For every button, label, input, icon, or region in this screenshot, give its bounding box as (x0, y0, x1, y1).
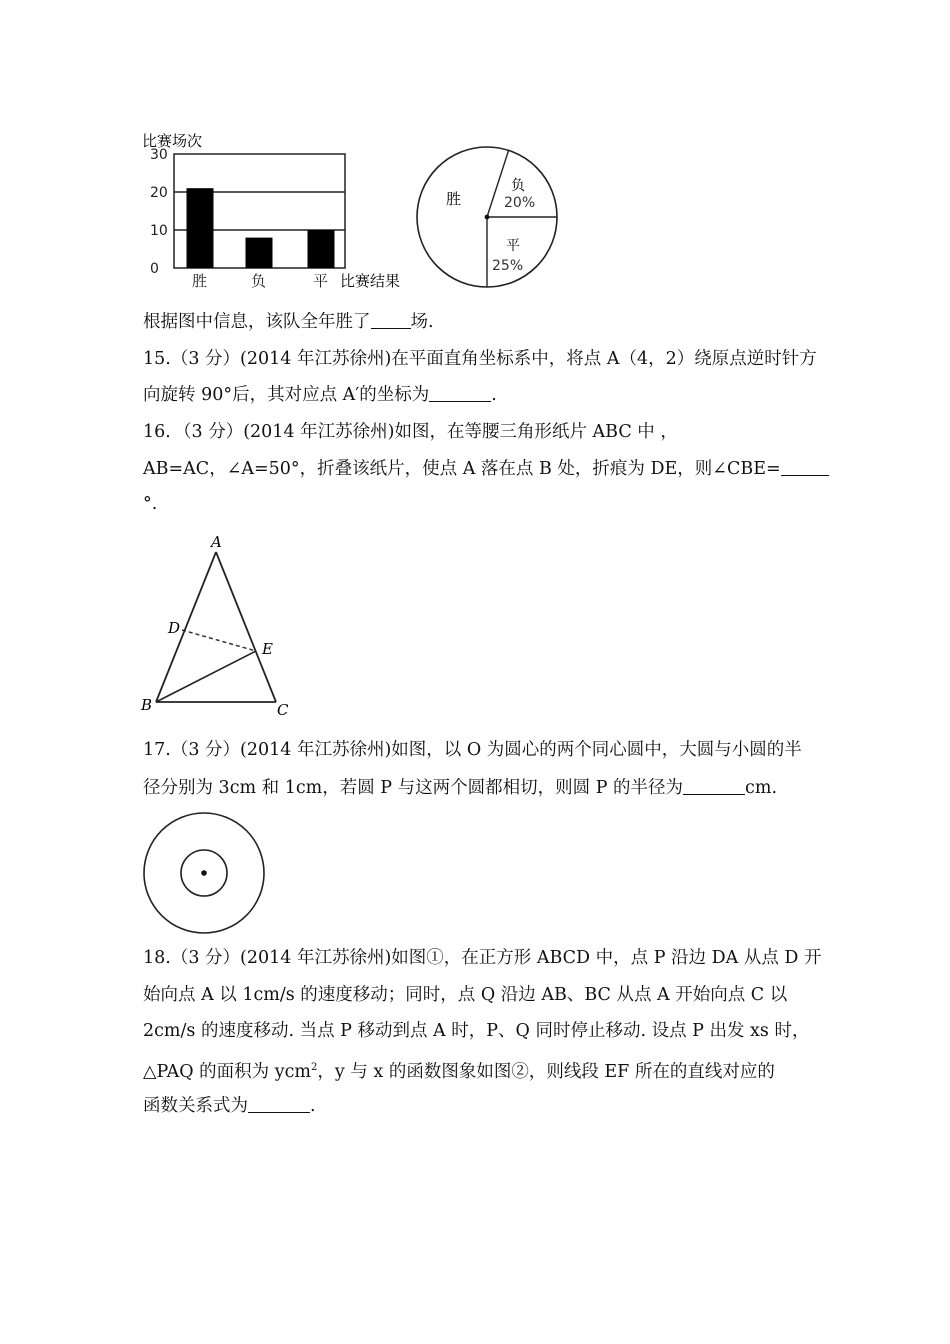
q14-tail: 根据图中信息，该队全年胜了 场. (143, 312, 434, 332)
q17-line2: 径分别为 3cm 和 1cm，若圆 P 与这两个圆都相切，则圆 P 的半径为 cm. (143, 778, 778, 798)
bar-chart (140, 128, 420, 298)
center-point (201, 870, 207, 876)
x-tick-labels (192, 272, 328, 290)
concentric-circles-figure (140, 810, 268, 938)
y-tick-label: 10 (150, 223, 168, 239)
pie-loss-label: 负 (511, 178, 525, 194)
pie-win-label: 胜 (446, 190, 462, 208)
triangle-figure (138, 532, 298, 722)
x-axis-title: 比赛结果 (340, 272, 401, 290)
q18-line3: 2cm/s 的速度移动. 当点 P 移动到点 A 时，P、Q 同时停止移动. 设点 P 出发 xs 时， (143, 1021, 810, 1041)
pie-loss-pct: 20% (504, 195, 536, 211)
x-tick-label: 平 (313, 272, 329, 290)
answer-blank (371, 312, 411, 329)
label-b: B (141, 696, 153, 714)
x-tick-label: 胜 (192, 272, 208, 290)
pie-chart (412, 142, 562, 292)
q18-line5: 函数关系式为 . (143, 1096, 316, 1116)
answer-blank (248, 1096, 310, 1113)
side-ac (216, 552, 276, 702)
q16-line2: AB=AC，∠A=50°，折叠该纸片，使点 A 落在点 B 处，折痕为 DE，则∠CBE= (143, 457, 829, 481)
q18-line2: 始向点 A 以 1cm/s 的速度移动；同时，点 Q 沿边 AB、BC 从点 A 开始向点 C 以 (143, 985, 788, 1005)
y-axis-title: 比赛场次 (142, 132, 203, 150)
q18-line4: △PAQ 的面积为 ycm$^2$，y 与 x 的函数图象如图②，则线段 EF 所在的直线对应的 (143, 1061, 775, 1082)
q15-line2: 向旋转 90°后，其对应点 A′的坐标为 . (143, 385, 497, 405)
answer-blank (683, 778, 745, 795)
x-tick-label: 负 (251, 272, 267, 290)
segment-be (156, 651, 256, 702)
y-tick-labels (150, 147, 168, 277)
answer-blank (429, 385, 491, 402)
y-tick-label: 0 (150, 261, 159, 277)
q16-line1: 16．（3 分）(2014 年江苏徐州)如图，在等腰三角形纸片 ABC 中 ， (143, 422, 678, 442)
y-tick-label: 30 (150, 147, 168, 163)
bar (308, 230, 335, 268)
fold-line-de (182, 630, 256, 651)
label-d: D (168, 619, 181, 637)
answer-blank (781, 459, 829, 476)
label-e: E (262, 640, 273, 658)
pie-center-dot (485, 215, 490, 220)
q16-line3: °. (143, 494, 158, 514)
bar (187, 188, 214, 268)
q18-line1: 18.（3 分）(2014 年江苏徐州)如图①，在正方形 ABCD 中，点 P 沿边 DA 从点 D 开 (143, 948, 822, 968)
pie-draw-label: 平 (506, 238, 520, 254)
bars (187, 188, 335, 268)
q17-line1: 17.（3 分）(2014 年江苏徐州)如图，以 O 为圆心的两个同心圆中，大圆与小圆的半 (143, 740, 802, 760)
label-a: A (211, 533, 222, 551)
label-c: C (277, 701, 289, 719)
pie-draw-pct: 25% (492, 258, 524, 274)
bar (246, 238, 273, 268)
q15-line1: 15.（3 分）(2014 年江苏徐州)在平面直角坐标系中，将点 A（4，2）绕原点逆时针方 (143, 349, 817, 369)
y-tick-label: 20 (150, 185, 168, 201)
side-ab (156, 552, 216, 702)
